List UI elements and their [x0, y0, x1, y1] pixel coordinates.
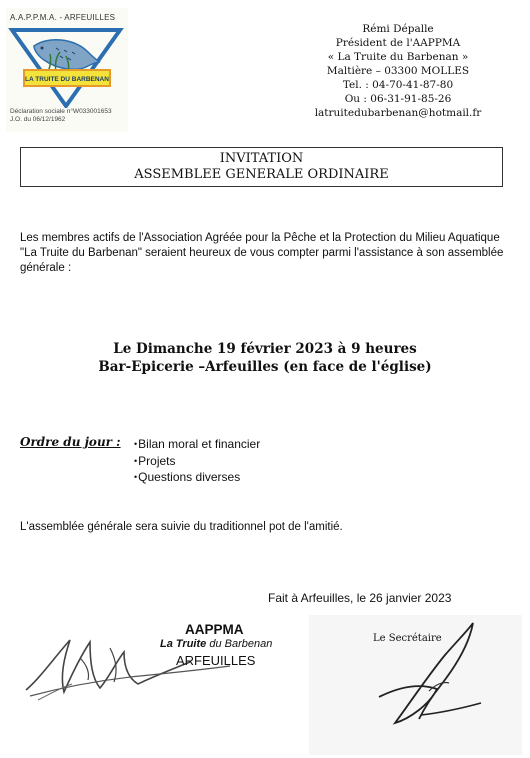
stamp-arfeuilles: ARFEUILLES: [176, 653, 256, 668]
logo-banner-text: LA TRUITE DU BARBENAN: [25, 76, 109, 83]
stamp-truite-rest: du Barbenan: [206, 638, 273, 650]
stamp-aappma: AAPPMA: [185, 622, 244, 637]
email: latruitedubarbenan@hotmail.fr: [314, 107, 482, 119]
title-invitation: INVITATION: [219, 151, 304, 166]
declaration-date: J.O. du 06/12/1962: [10, 116, 66, 123]
fish-triangle-logo-icon: [8, 26, 126, 108]
secretary-signature-icon: [309, 615, 522, 755]
agenda-list: [134, 436, 260, 486]
agenda-item: • Projets: [134, 453, 260, 470]
intro-paragraph: [20, 231, 515, 276]
invitation-title-box: [20, 147, 503, 187]
secretary-signature-block: [309, 615, 522, 755]
place-and-date: Fait à Arfeuilles, le 26 janvier 2023: [268, 591, 452, 605]
logo-org-name: A.A.P.P.M.A. - ARFEUILLES: [10, 13, 116, 22]
event-date: Le Dimanche 19 février 2023 à 9 heures: [113, 341, 417, 357]
stamp-truite: [160, 638, 272, 650]
president-name: Rémi Dépalle: [362, 23, 434, 35]
declaration-info: [10, 108, 112, 124]
declaration-line: Déclaration sociale n°W033001653: [10, 108, 112, 115]
address: Maltière – 03300 MOLLES: [326, 65, 470, 77]
agenda-label: Ordre du jour :: [20, 435, 121, 449]
closing-sentence: L'assemblée générale sera suivie du traditionnel pot de l'amitié.: [20, 521, 343, 533]
telephone: Tel. : 04-70-41-87-80: [342, 79, 454, 91]
association-logo: [6, 8, 128, 132]
agenda-item: • Questions diverses: [134, 469, 260, 486]
president-stamp-signature: [20, 618, 300, 718]
president-signature-icon: [20, 618, 300, 718]
event-location: Bar-Epicerie –Arfeuilles (en face de l'église): [98, 359, 432, 375]
stamp-truite-italic: La Truite: [160, 638, 207, 650]
agenda-item: • Bilan moral et financier: [134, 436, 260, 453]
president-role: Président de l'AAPPMA: [335, 37, 461, 49]
secretary-label: Le Secrétaire: [373, 633, 442, 644]
intro-line-1: Les membres actifs de l'Association Agréée pour la Pêche et la Protection du Milieu Aquatique: [20, 232, 500, 244]
title-assembly: ASSEMBLEE GENERALE ORDINAIRE: [134, 167, 389, 182]
president-contact-block: [298, 22, 498, 120]
association-name: « La Truite du Barbenan »: [327, 51, 469, 63]
mobile-phone: Ou : 06-31-91-85-26: [344, 93, 452, 105]
intro-line-2: "La Truite du Barbenan" seraient heureux de vous compter parmi l'assistance à son assemblée générale :: [20, 247, 504, 274]
